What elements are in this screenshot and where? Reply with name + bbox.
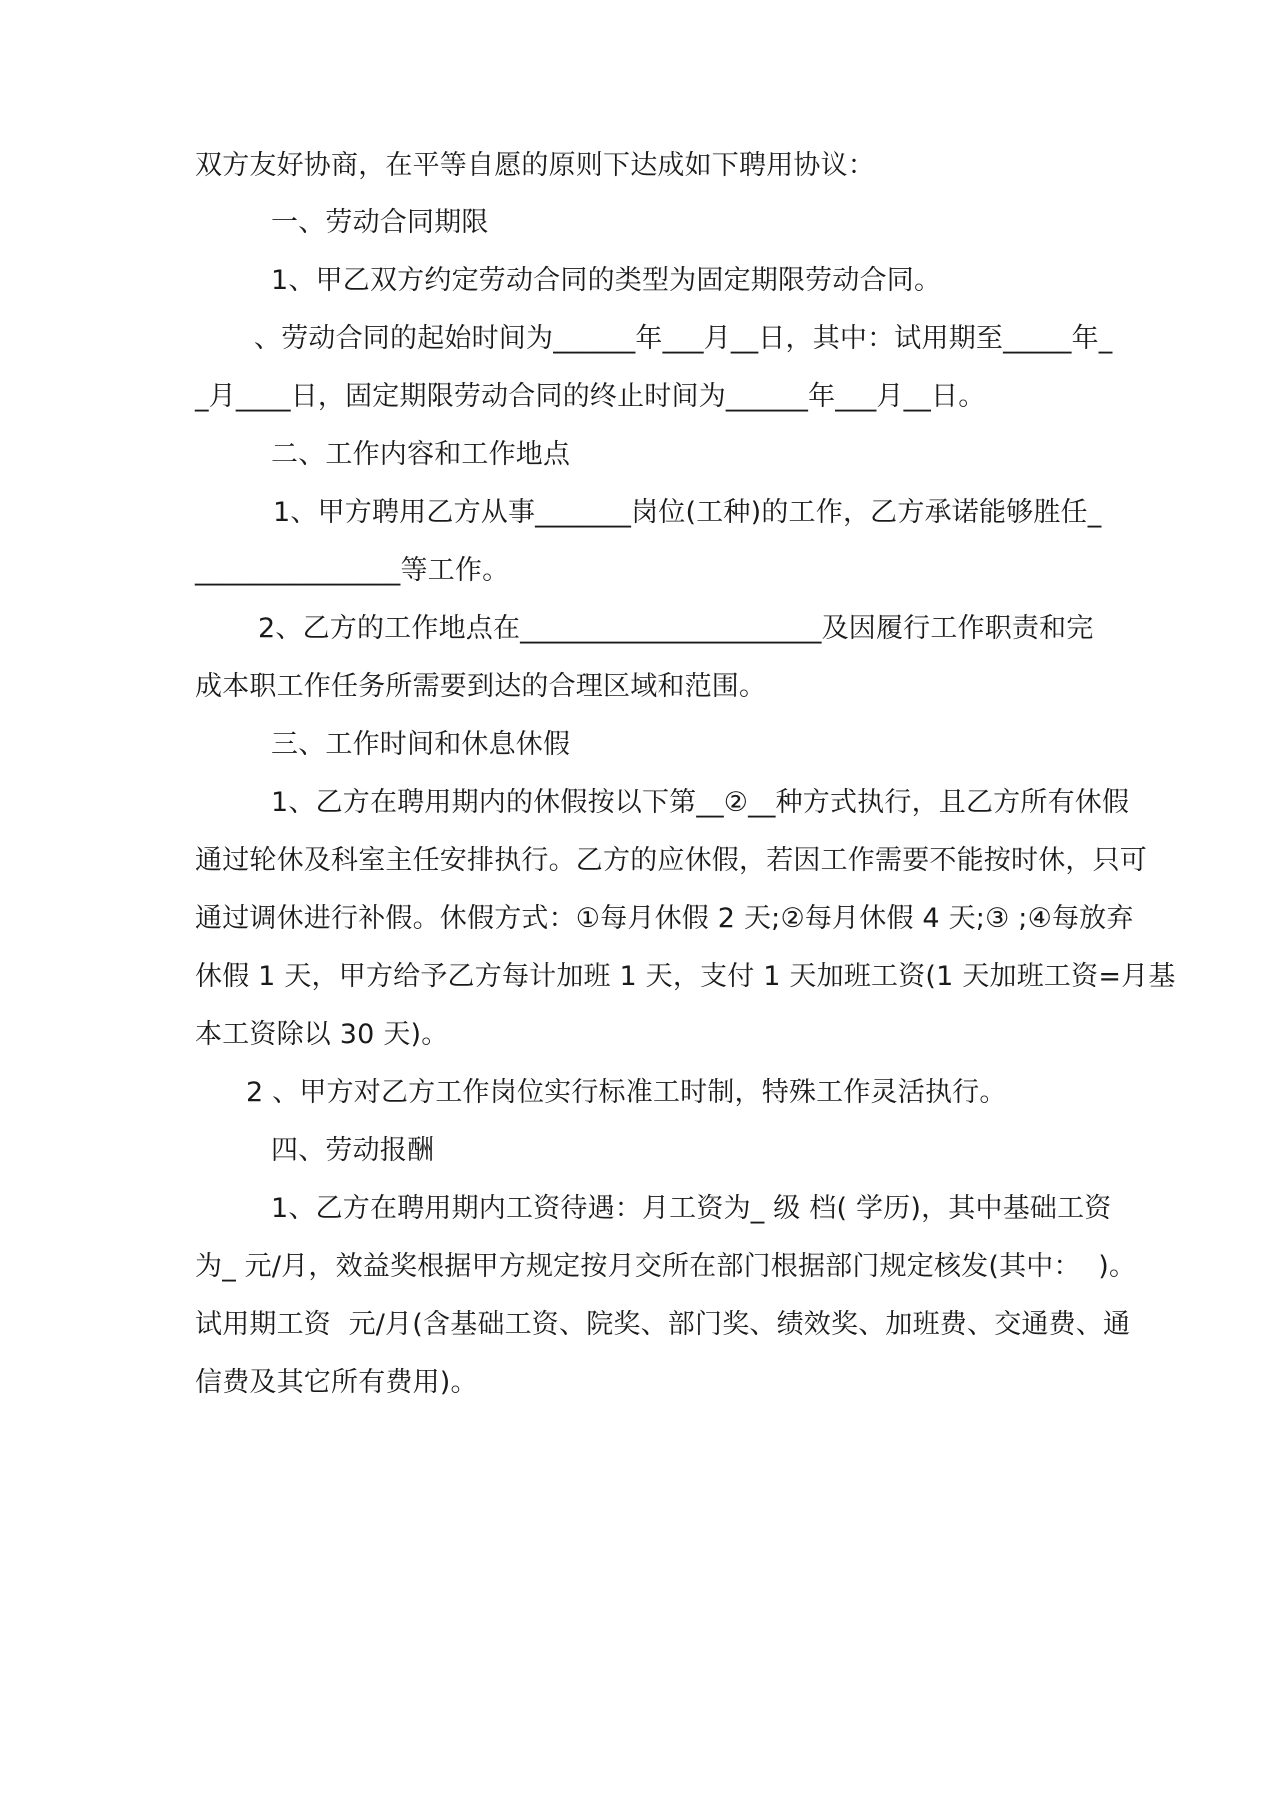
clause-line: 为_ 元/月，效益奖根据甲方规定按月交所在部门根据部门规定核发(其中： )。	[195, 1251, 1137, 1282]
clause-line: 通过调休进行补假。休假方式：①每月休假 2 天;②每月休假 4 天;③ ;④每放弃	[195, 903, 1134, 934]
clause-line: 1、乙方在聘用期内的休假按以下第__②__种方式执行，且乙方所有休假	[271, 787, 1130, 818]
clause-line: _______________等工作。	[195, 555, 510, 586]
clause-line: 1、乙方在聘用期内工资待遇：月工资为_ 级 档( 学历)，其中基础工资	[271, 1193, 1112, 1224]
clause-line: 信费及其它所有费用)。	[195, 1367, 478, 1398]
paragraph-line: 双方友好协商，在平等自愿的原则下达成如下聘用协议：	[195, 150, 875, 181]
section-heading: 四、劳动报酬	[271, 1135, 435, 1166]
clause-line: 1、甲乙双方约定劳动合同的类型为固定期限劳动合同。	[271, 265, 942, 296]
clause-line: 1、甲方聘用乙方从事_______岗位(工种)的工作，乙方承诺能够胜任_	[273, 497, 1102, 528]
section-heading: 一、劳动合同期限	[271, 207, 489, 238]
clause-line: 2 、甲方对乙方工作岗位实行标准工时制，特殊工作灵活执行。	[246, 1077, 1007, 1108]
section-heading: 二、工作内容和工作地点	[271, 439, 571, 470]
clause-line: 休假 1 天，甲方给予乙方每计加班 1 天，支付 1 天加班工资(1 天加班工资=月基	[195, 961, 1176, 992]
clause-line: 本工资除以 30 天)。	[195, 1019, 449, 1050]
clause-line: 试用期工资 元/月(含基础工资、院奖、部门奖、绩效奖、加班费、交通费、通	[195, 1309, 1131, 1340]
section-heading: 三、工作时间和休息休假	[271, 729, 571, 760]
clause-line: 2、乙方的工作地点在______________________及因履行工作职责和完	[258, 613, 1094, 644]
clause-line: 、劳动合同的起始时间为______年___月__日，其中：试用期至_____年_	[254, 323, 1113, 354]
clause-line: 通过轮休及科室主任安排执行。乙方的应休假，若因工作需要不能按时休，只可	[195, 845, 1147, 876]
clause-line: _月____日，固定期限劳动合同的终止时间为______年___月__日。	[195, 381, 986, 412]
clause-line: 成本职工作任务所需要到达的合理区域和范围。	[195, 671, 767, 702]
